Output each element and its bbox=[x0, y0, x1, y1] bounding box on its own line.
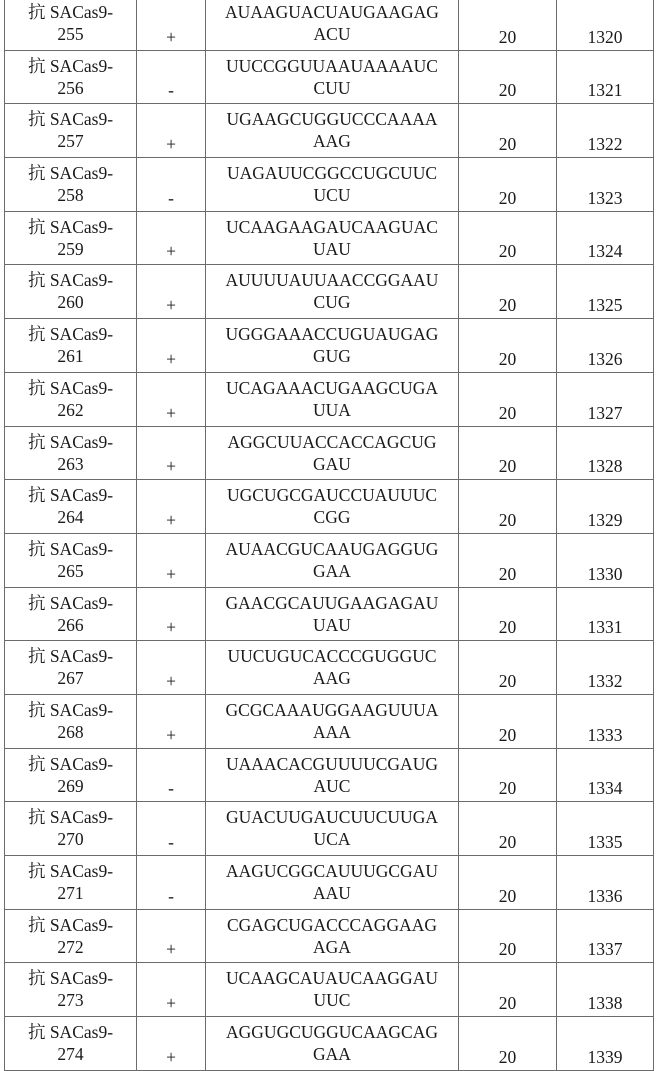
grna-name-number: 260 bbox=[57, 292, 84, 313]
seq-id-cell: 1339 bbox=[557, 1017, 654, 1071]
sequence-line-2: CUG bbox=[313, 292, 351, 313]
seq-id-cell: 1333 bbox=[557, 694, 654, 748]
grna-name-number: 266 bbox=[57, 614, 84, 635]
seq-id-cell: 1330 bbox=[557, 533, 654, 587]
sequence-cell bbox=[206, 480, 459, 534]
table-row bbox=[5, 802, 654, 856]
strand-cell: + bbox=[137, 480, 206, 534]
strand-cell: + bbox=[137, 694, 206, 748]
length-cell: 20 bbox=[459, 265, 557, 319]
sequence-cell bbox=[206, 265, 459, 319]
grna-name-number: 258 bbox=[57, 185, 84, 206]
seq-id-cell: 1321 bbox=[557, 50, 654, 104]
table-row bbox=[5, 426, 654, 480]
grna-name-cell bbox=[5, 372, 137, 426]
sequence-line-2: UCA bbox=[313, 829, 351, 850]
length-cell: 20 bbox=[459, 641, 557, 695]
table-row bbox=[5, 104, 654, 158]
sequence-line-1: UCAGAAACUGAAGCUGA bbox=[226, 377, 438, 398]
table-body bbox=[5, 0, 654, 1070]
sequence-line-2: AAA bbox=[313, 721, 351, 742]
sequence-cell bbox=[206, 211, 459, 265]
grna-name-cell bbox=[5, 587, 137, 641]
grna-name-prefix: 抗 SACas9- bbox=[27, 431, 114, 452]
sequence-line-2: UUC bbox=[313, 990, 351, 1011]
length-cell: 20 bbox=[459, 909, 557, 963]
grna-name-prefix: 抗 SACas9- bbox=[27, 914, 114, 935]
grna-name-prefix: 抗 SACas9- bbox=[27, 270, 114, 291]
length-cell: 20 bbox=[459, 480, 557, 534]
sequence-line-2: AAG bbox=[313, 131, 351, 152]
sequence-line-2: CGG bbox=[313, 507, 351, 528]
sequence-cell bbox=[206, 533, 459, 587]
grna-name-number: 265 bbox=[57, 560, 84, 581]
length-cell: 20 bbox=[459, 372, 557, 426]
grna-name-prefix: 抗 SACas9- bbox=[27, 216, 114, 237]
length-cell: 20 bbox=[459, 963, 557, 1017]
grna-name-number: 274 bbox=[57, 1044, 84, 1065]
grna-name-prefix: 抗 SACas9- bbox=[27, 699, 114, 720]
grna-name-number: 261 bbox=[57, 346, 84, 367]
grna-name-cell bbox=[5, 50, 137, 104]
table-row bbox=[5, 1017, 654, 1071]
grna-name-number: 273 bbox=[57, 990, 84, 1011]
strand-cell: + bbox=[137, 319, 206, 373]
length-cell: 20 bbox=[459, 1017, 557, 1071]
sequence-line-1: AGGUGCUGGUCAAGCAG bbox=[226, 1022, 438, 1043]
grna-name-number: 256 bbox=[57, 77, 84, 98]
grna-name-cell bbox=[5, 748, 137, 802]
sequence-cell bbox=[206, 319, 459, 373]
seq-id-cell: 1328 bbox=[557, 426, 654, 480]
seq-id-cell: 1336 bbox=[557, 856, 654, 910]
sequence-cell bbox=[206, 104, 459, 158]
length-cell: 20 bbox=[459, 0, 557, 50]
sequence-line-1: AGGCUUACCACCAGCUG bbox=[227, 431, 437, 452]
sequence-line-2: UCU bbox=[313, 185, 351, 206]
grna-name-number: 264 bbox=[57, 507, 84, 528]
seq-id-cell: 1337 bbox=[557, 909, 654, 963]
strand-cell: + bbox=[137, 372, 206, 426]
grna-name-prefix: 抗 SACas9- bbox=[27, 861, 114, 881]
seq-id-cell: 1320 bbox=[557, 0, 654, 50]
grna-name-prefix: 抗 SACas9- bbox=[27, 753, 114, 774]
grna-name-prefix: 抗 SACas9- bbox=[27, 324, 114, 345]
table-row bbox=[5, 694, 654, 748]
sequence-line-1: AAGUCGGCAUUUGCGAU bbox=[226, 861, 438, 881]
sequence-cell bbox=[206, 748, 459, 802]
sequence-line-1: UGGGAAACCUGUAUGAG bbox=[225, 324, 439, 345]
length-cell: 20 bbox=[459, 50, 557, 104]
strand-cell: + bbox=[137, 265, 206, 319]
table-row bbox=[5, 533, 654, 587]
grna-name-prefix: 抗 SACas9- bbox=[27, 968, 114, 989]
sequence-cell bbox=[206, 372, 459, 426]
sequence-line-1: UCAAGAAGAUCAAGUAC bbox=[226, 216, 438, 237]
sequence-line-1: UAGAUUCGGCCUGCUUC bbox=[226, 163, 438, 184]
grna-name-number: 257 bbox=[57, 131, 84, 152]
sequence-cell bbox=[206, 426, 459, 480]
sequence-line-1: AUAAGUACUAUGAAGAG bbox=[225, 2, 439, 22]
table-row bbox=[5, 0, 654, 50]
sequence-cell bbox=[206, 50, 459, 104]
table-row bbox=[5, 372, 654, 426]
strand-cell: + bbox=[137, 426, 206, 480]
sequence-line-1: UGCUGCGAUCCUAUUUC bbox=[226, 485, 438, 506]
table-row bbox=[5, 158, 654, 212]
grna-name-cell bbox=[5, 211, 137, 265]
sequence-cell bbox=[206, 909, 459, 963]
grna-name-cell bbox=[5, 856, 137, 910]
strand-cell: - bbox=[137, 748, 206, 802]
seq-id-cell: 1334 bbox=[557, 748, 654, 802]
grna-name-number: 255 bbox=[57, 24, 84, 44]
length-cell: 20 bbox=[459, 802, 557, 856]
sequence-line-1: UUCUGUCACCCGUGGUC bbox=[227, 646, 437, 667]
grna-name-prefix: 抗 SACas9- bbox=[27, 538, 114, 559]
strand-cell: + bbox=[137, 909, 206, 963]
sequence-line-2: ACU bbox=[313, 24, 351, 44]
grna-name-prefix: 抗 SACas9- bbox=[27, 592, 114, 613]
grna-name-cell bbox=[5, 909, 137, 963]
grna-name-prefix: 抗 SACas9- bbox=[27, 1022, 114, 1043]
seq-id-cell: 1324 bbox=[557, 211, 654, 265]
sequence-line-1: GCGCAAAUGGAAGUUUA bbox=[225, 699, 439, 720]
seq-id-cell: 1322 bbox=[557, 104, 654, 158]
sequence-line-2: AAU bbox=[313, 883, 351, 903]
grna-name-cell bbox=[5, 158, 137, 212]
grna-name-number: 271 bbox=[57, 883, 84, 903]
length-cell: 20 bbox=[459, 158, 557, 212]
sequence-line-1: AUUUUAUUAACCGGAAU bbox=[225, 270, 439, 291]
sequence-cell bbox=[206, 1017, 459, 1071]
sequence-line-1: CGAGCUGACCCAGGAAG bbox=[226, 914, 438, 935]
strand-cell: + bbox=[137, 587, 206, 641]
sequence-line-2: UAU bbox=[313, 614, 351, 635]
sequence-cell bbox=[206, 856, 459, 910]
strand-cell: + bbox=[137, 1017, 206, 1071]
strand-cell: - bbox=[137, 50, 206, 104]
seq-id-cell: 1335 bbox=[557, 802, 654, 856]
sequence-line-2: AUC bbox=[313, 775, 351, 796]
sequence-line-2: AAG bbox=[313, 668, 351, 689]
length-cell: 20 bbox=[459, 319, 557, 373]
grna-name-cell bbox=[5, 694, 137, 748]
grna-name-number: 259 bbox=[57, 238, 84, 259]
grna-name-prefix: 抗 SACas9- bbox=[27, 485, 114, 506]
table-row bbox=[5, 748, 654, 802]
grna-name-number: 272 bbox=[57, 936, 84, 957]
table-row bbox=[5, 211, 654, 265]
length-cell: 20 bbox=[459, 587, 557, 641]
sequence-line-2: GUG bbox=[313, 346, 351, 367]
length-cell: 20 bbox=[459, 694, 557, 748]
grna-name-cell bbox=[5, 641, 137, 695]
length-cell: 20 bbox=[459, 104, 557, 158]
table-row bbox=[5, 963, 654, 1017]
grna-name-number: 269 bbox=[57, 775, 84, 796]
grna-name-prefix: 抗 SACas9- bbox=[27, 807, 114, 828]
grna-name-prefix: 抗 SACas9- bbox=[27, 377, 114, 398]
strand-cell: - bbox=[137, 802, 206, 856]
table-row bbox=[5, 265, 654, 319]
grna-name-prefix: 抗 SACas9- bbox=[27, 109, 114, 130]
strand-cell: + bbox=[137, 963, 206, 1017]
sequence-cell bbox=[206, 587, 459, 641]
seq-id-cell: 1326 bbox=[557, 319, 654, 373]
strand-cell: - bbox=[137, 158, 206, 212]
sequence-line-1: GUACUUGAUCUUCUUGA bbox=[226, 807, 438, 828]
table-row bbox=[5, 909, 654, 963]
sequence-line-1: UGAAGCUGGUCCCAAAA bbox=[226, 109, 438, 130]
table-row bbox=[5, 319, 654, 373]
seq-id-cell: 1323 bbox=[557, 158, 654, 212]
strand-cell: + bbox=[137, 0, 206, 50]
sequence-line-1: UAAACACGUUUUCGAUG bbox=[226, 753, 438, 774]
sequence-line-2: UUA bbox=[313, 399, 351, 420]
seq-id-cell: 1327 bbox=[557, 372, 654, 426]
table-row bbox=[5, 480, 654, 534]
grna-name-prefix: 抗 SACas9- bbox=[27, 2, 114, 22]
seq-id-cell: 1338 bbox=[557, 963, 654, 1017]
grna-name-number: 263 bbox=[57, 453, 84, 474]
seq-id-cell: 1331 bbox=[557, 587, 654, 641]
grna-name-cell bbox=[5, 480, 137, 534]
table-row bbox=[5, 587, 654, 641]
length-cell: 20 bbox=[459, 426, 557, 480]
strand-cell: - bbox=[137, 856, 206, 910]
sequence-line-2: CUU bbox=[313, 77, 351, 98]
strand-cell: + bbox=[137, 104, 206, 158]
sequence-line-2: GAA bbox=[313, 1044, 351, 1065]
strand-cell: + bbox=[137, 641, 206, 695]
grna-name-number: 267 bbox=[57, 668, 84, 689]
grna-name-cell bbox=[5, 963, 137, 1017]
seq-id-cell: 1329 bbox=[557, 480, 654, 534]
sequence-line-1: GAACGCAUUGAAGAGAU bbox=[225, 592, 439, 613]
sequence-line-2: GAU bbox=[313, 453, 351, 474]
grna-name-number: 262 bbox=[57, 399, 84, 420]
sequence-cell bbox=[206, 158, 459, 212]
grna-name-prefix: 抗 SACas9- bbox=[27, 646, 114, 667]
grna-name-number: 268 bbox=[57, 721, 84, 742]
grna-name-cell bbox=[5, 802, 137, 856]
grna-name-cell bbox=[5, 533, 137, 587]
sequence-line-1: UUCCGGUUAAUAAAAUC bbox=[226, 55, 438, 76]
table-row bbox=[5, 50, 654, 104]
sequence-line-1: AUAACGUCAAUGAGGUG bbox=[225, 538, 439, 559]
seq-id-cell: 1332 bbox=[557, 641, 654, 695]
table-row bbox=[5, 856, 654, 910]
grna-name-cell bbox=[5, 0, 137, 50]
length-cell: 20 bbox=[459, 748, 557, 802]
grna-name-cell bbox=[5, 265, 137, 319]
strand-cell: + bbox=[137, 533, 206, 587]
sequence-line-2: AGA bbox=[313, 936, 351, 957]
length-cell: 20 bbox=[459, 211, 557, 265]
sequence-cell bbox=[206, 963, 459, 1017]
grna-name-prefix: 抗 SACas9- bbox=[27, 55, 114, 76]
sequence-cell bbox=[206, 641, 459, 695]
table-row bbox=[5, 641, 654, 695]
grna-name-number: 270 bbox=[57, 829, 84, 850]
length-cell: 20 bbox=[459, 856, 557, 910]
sequence-line-1: UCAAGCAUAUCAAGGAU bbox=[226, 968, 438, 989]
sequence-cell bbox=[206, 802, 459, 856]
sequence-cell bbox=[206, 694, 459, 748]
grna-name-cell bbox=[5, 319, 137, 373]
sequence-line-2: GAA bbox=[313, 560, 351, 581]
grna-name-cell bbox=[5, 1017, 137, 1071]
sequence-line-2: UAU bbox=[313, 238, 351, 259]
length-cell: 20 bbox=[459, 533, 557, 587]
seq-id-cell: 1325 bbox=[557, 265, 654, 319]
grna-name-cell bbox=[5, 104, 137, 158]
grna-sequence-table bbox=[4, 0, 654, 1071]
sequence-cell bbox=[206, 0, 459, 50]
grna-name-prefix: 抗 SACas9- bbox=[27, 163, 114, 184]
grna-name-cell bbox=[5, 426, 137, 480]
strand-cell: + bbox=[137, 211, 206, 265]
